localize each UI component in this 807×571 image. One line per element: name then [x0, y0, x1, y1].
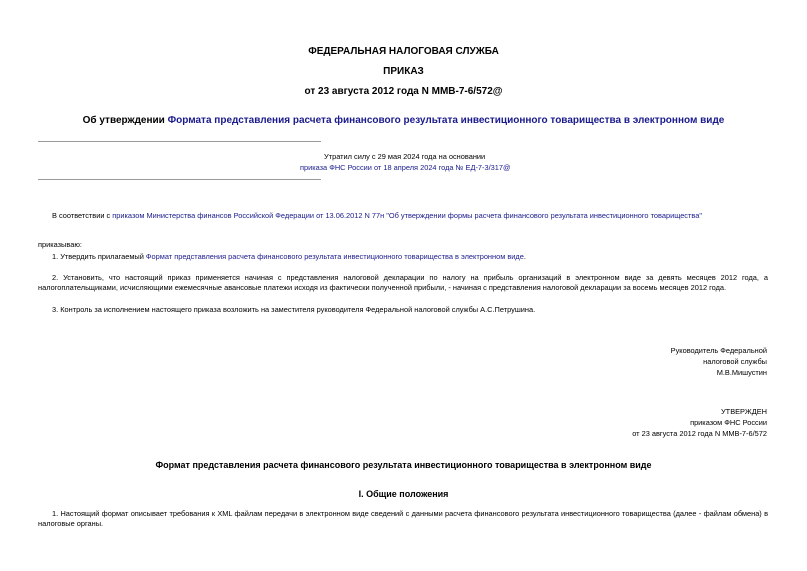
signature-name: М.В.Мишустин [716, 368, 767, 377]
notice-top-rule [38, 141, 321, 142]
signature-line2: налоговой службы [703, 357, 767, 366]
preamble-prefix: В соответствии с [52, 211, 113, 220]
approved-line1: УТВЕРЖДЕН [720, 407, 767, 416]
order-word: приказываю: [38, 240, 82, 249]
item-1 [52, 252, 526, 262]
approved-line2: приказом ФНС России [690, 418, 767, 427]
doc-date-number: от 23 августа 2012 года N ММВ-7-6/572@ [304, 86, 503, 97]
item-1-prefix: 1. Утвердить прилагаемый [52, 252, 146, 261]
item-1-link[interactable]: Формат представления расчета финансового результата инвестиционного товарищества в электронном виде [145, 252, 524, 261]
doc-type: ПРИКАЗ [383, 66, 424, 77]
item-1-suffix: . [523, 252, 526, 261]
doc-title-link[interactable]: Формата представления расчета финансового результата инвестиционного товарищества в электронном виде [167, 115, 725, 126]
preamble [52, 211, 702, 221]
agency-name: ФЕДЕРАЛЬНАЯ НАЛОГОВАЯ СЛУЖБА [308, 46, 499, 57]
signature-line1: Руководитель Федеральной [670, 346, 767, 355]
item-3: 3. Контроль за исполнением настоящего приказа возложить на заместителя руководителя Федеральной налоговой службы А.С.Петрушина. [52, 305, 536, 314]
notice-link[interactable]: приказа ФНС России от 18 апреля 2024 года № ЕД-7-3/317@ [300, 163, 511, 172]
doc-title-prefix: Об утверждении [82, 115, 168, 126]
section-1-para-1: 1. Настоящий формат описывает требования к XML файлам передачи в электронном виде сведений с данными расчета финансового результата инвестиционного товарищества (далее - файлам обмена) в налоговые органы. [38, 509, 768, 528]
approved-line3: от 23 августа 2012 года N ММВ-7-6/572 [632, 429, 767, 438]
notice-line1: Утратил силу с 29 мая 2024 года на основании [324, 152, 486, 161]
notice-bottom-rule [38, 179, 321, 180]
doc-title [0, 115, 807, 127]
item-2: 2. Установить, что настоящий приказ применяется начиная с представления налоговой декларации по налогу на прибыль организаций в электронном виде за девять месяцев 2012 года, а налогоплательщиками, исчисляющими ежемесячные авансовые платежи исходя из фактически полученной прибыли, - начиная с представления налоговой декларации за восемь месяцев 2012 года. [38, 273, 768, 292]
section-1-heading: I. Общие положения [358, 489, 449, 499]
format-title: Формат представления расчета финансового результата инвестиционного товарищества в электронном виде [155, 460, 652, 470]
preamble-link[interactable]: приказом Министерства финансов Российской Федерации от 13.06.2012 N 77н "Об утверждении формы расчета финансового результата инвестиционного товарищества" [112, 211, 702, 220]
